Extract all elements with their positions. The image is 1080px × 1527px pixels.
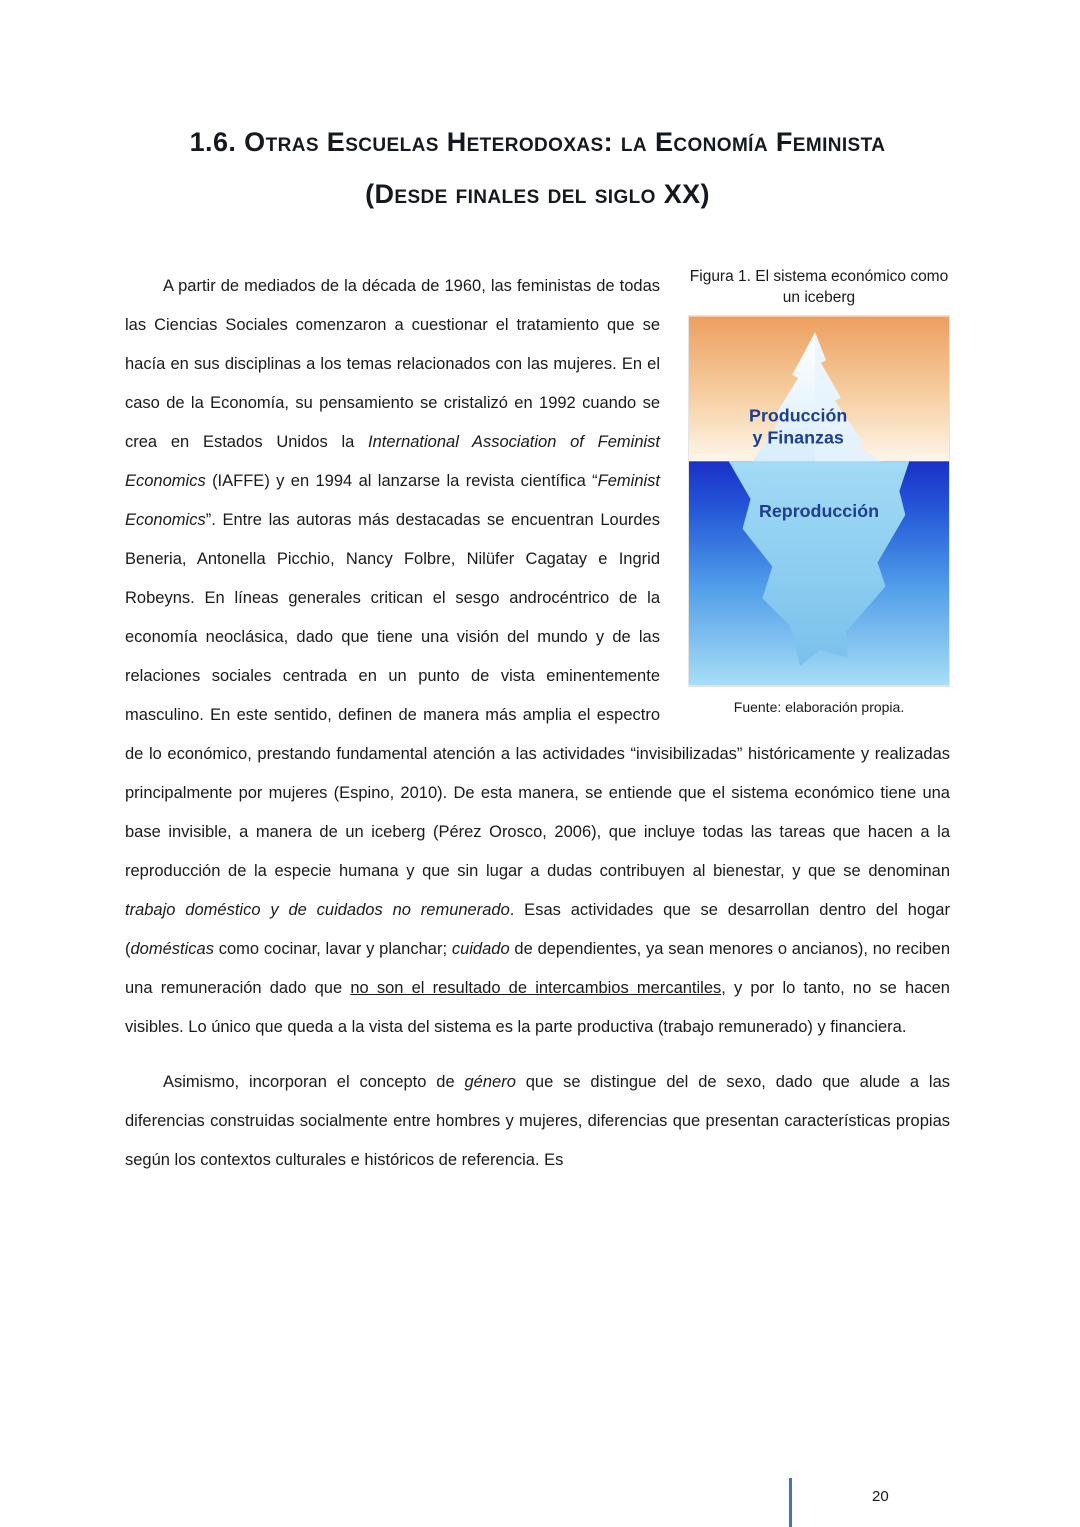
- paragraph-1: A partir de mediados de la década de 1960, las feministas de todas las Ciencias Sociales comenzaron a cuestionar el tratamiento que se hacía en sus disciplinas a los temas relacionados con las mujeres. En el caso de la Economía, su pensamiento se cristalizó en 1992 cuando se crea en Estados Unidos la International Association of Feminist Economics (IAFFE) y en 1994 al lanzarse la revista científica “Feminist Economics”. Entre las autoras más destacadas se encuentran Lourdes Beneria, Antonella Picchio, Nancy Folbre, Nilüfer Cagatay e Ingrid Robeyns. En líneas generales critican el sesgo androcéntrico de la economía neoclásica, dado que tiene una visión del mundo y de las relaciones sociales centrada en un punto de vista eminentemente masculino. En este sentido, definen de manera más amplia el espectro de lo económico, prestando fundamental atención a las actividades “invisibilizadas” históricamente y realizadas principalmente por mujeres (Espino, 2010). De esta manera, se entiende que el sistema económico tiene una base invisible, a manera de un iceberg (Pérez Orosco, 2006), que incluye todas las tareas que hacen a la reproducción de la especie humana y que sin lugar a dudas contribuyen al bienestar, y que se denominan trabajo doméstico y de cuidados no remunerado. Esas actividades que se desarrollan dentro del hogar (domésticas como cocinar, lavar y planchar; cuidado de dependientes, ya sean menores o ancianos), no reciben una remuneración dado que no son el resultado de intercambios mercantiles, y por lo tanto, no se hacen visibles. Lo único que queda a la vista del sistema es la parte productiva (trabajo remunerado) y financiera.: [125, 276, 950, 1036]
- iceberg-figure-image: [688, 315, 950, 687]
- iceberg-label-produccion-line1: Producción: [749, 405, 848, 426]
- body-text: [125, 267, 950, 1180]
- footer-accent-bars: [789, 1478, 798, 1524]
- section-title: [125, 126, 950, 211]
- iceberg-label-produccion-line2: y Finanzas: [752, 427, 844, 448]
- section-title-line1: 1.6. Otras Escuelas Heterodoxas: la Economía Feminista: [189, 127, 886, 157]
- section-title-line2: (Desde finales del siglo XX): [365, 179, 710, 210]
- figure-1: [688, 267, 950, 715]
- page-content: [125, 0, 950, 1196]
- paragraph-2: Asimismo, incorporan el concepto de género que se distingue del de sexo, dado que alude a las diferencias construidas socialmente entre hombres y mujeres, diferencias que presentan características propias según los contextos culturales e históricos de referencia. Es: [125, 1072, 950, 1169]
- iceberg-label-reproduccion: Reproducción: [758, 500, 880, 521]
- figure-source: Fuente: elaboración propia.: [733, 698, 905, 715]
- figure-caption: Figura 1. El sistema económico como un iceberg: [689, 267, 949, 306]
- footer-accent-bar-left: [789, 1478, 792, 1524]
- page-number: 20: [872, 1488, 889, 1505]
